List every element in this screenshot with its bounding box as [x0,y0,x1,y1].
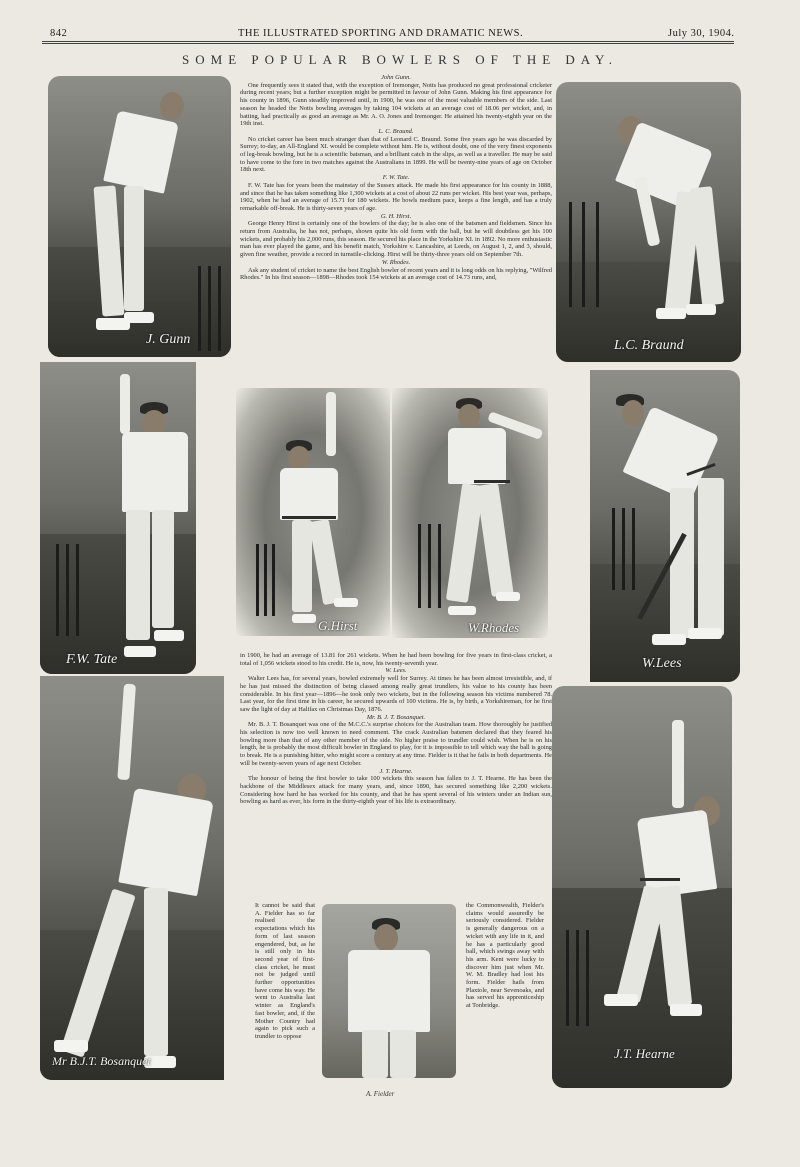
photo-bosanquet [40,676,224,1080]
text-lees: Walter Lees has, for several years, bowled extremely well for Surrey. At times he has been almost irresistible, and, if he has just missed the distinction of being classed among really great trundlers, his value to his county has been considerable. In his first year—1896—he took only two wickets, but in the following season his victims numbered 78. Last year, for the first time in his career, he secured upwards of 100 victims. He is, by birth, a Yorkshireman, for he first saw the light of day at Halifax on Christmas Day, 1876. [240,675,552,713]
text-fielder-left: It cannot be said that A. Fielder has so far realised the expectations which his form of last season engendered, but, as he is still only in his second year of first-class cricket, he must not be judged until further opportunities have come his way. He went to Australia last winter as England's fast bowler, and, if the Mother Country had again to pick such a trundler to oppose [255,902,315,1040]
text-rhodes-cont: in 1900, he had an average of 13.81 for 261 wickets. When he had been bowling for five years in first-class cricket, a total of 1,056 wickets stood to his credit. He is, now, his twenty-seventh year. [240,652,552,667]
article-top [240,74,552,282]
text-hearne: The honour of being the first bowler to take 100 wickets this season has fallen to J. T. Hearne. He has been the backbone of the Middlesex attack for many years, and, since 1890, has secured something like 2,200 wickets. Considering how hard he has worked for his county, and that he has spent several of his winters under an Indian sun, bowling as hard as ever, his form in the thirty-eighth year of his life is extraordinary. [240,775,552,806]
header-rule-2 [42,43,734,44]
caption-gunn: J. Gunn [146,332,191,347]
text-hirst: George Henry Hirst is certainly one of the bowlers of the day; he is also one of the batsmen and fieldsmen. Since his return from Australia, he has not, perhaps, shown quite his old form with the ball, but he will doubtless get his 100 wickets, and probably his 2,000 runs, this season. He secured his place in the Yorkshire XI. in 1892. No more enthusiastic man has ever played the game, and his benefit match, Yorkshire v. Lancashire, at Leeds, on August 1, 2, and 3, should, given fine weather, provide a record in turnstile-clicking. Hirst will be thirty-three years old on September 7th. [240,220,552,259]
heading-bosanquet: Mr. B. J. T. Bosanquet. [366,713,426,721]
caption-hirst: G.Hirst [318,618,358,633]
heading-rhodes: W. Rhodes. [381,258,411,266]
page-title: SOME POPULAR BOWLERS OF THE DAY. [182,52,618,67]
photo-braund [556,82,741,362]
text-tate: F. W. Tate has for years been the mainstay of the Sussex attack. He made his first appearance for his county in 1888, and since that he has taken something like 1,300 wickets at a cost of about 22 runs per wicket. His best year was, perhaps, 1902, when he had an average of 15.71 for 180 wickets. He bowls medium pace, keeps a fine length, and has a truly remarkable off-break. He is thirty-seven years of age. [240,181,552,212]
caption-rhodes: W.Rhodes [468,620,520,635]
caption-hearne: J.T. Hearne [614,1046,675,1061]
publication-title: THE ILLUSTRATED SPORTING AND DRAMATIC NEWS. [238,28,524,39]
photo-lees [590,370,740,682]
issue-date: July 30, 1904. [668,28,735,39]
header-rule [42,41,734,42]
photo-tate [40,362,196,674]
heading-hearne: J. T. Hearne. [379,767,413,775]
text-gunn: One frequently sees it stated that, with the exception of Iremonger, Notts has produced no great professional cricketer during recent years; but a further exception might be permitted in favour of John Gunn. Making his first appearance for his county in 1896, Gunn steadily improved until, in 1900, he was one of the most valuable members of the side. Last season he headed the Notts bowling averages by taking 104 wickets at an average cost of 18.06 per wicket, and, in batting, had practically as good an average as Mr. A. O. Jones and Iremonger. He attained his twenty-eighth year on the 19th inst. [240,81,552,128]
text-fielder-right: the Commonwealth, Fielder's claims would assuredly be seriously considered. Fielder is generally dangerous on a wicket with any life in it, and he has a particularly good ball, which swings away with his arm. Kent were lucky to discover him just when Mr. W. M. Bradley had lost his form. Fielder hails from Plaxtole, near Sevenoaks, and has served his apprenticeship at Tonbridge. [466,902,544,1010]
caption-fielder: A. Fielder [366,1090,395,1098]
caption-tate: F.W. Tate [66,652,118,667]
text-bosanquet: Mr. B. J. T. Bosanquet was one of the M.C.C.'s surprise choices for the Australian team. How thoroughly he justified his selection is now too well known to need comment. The crack Australian batsmen declared that they feared his bowling more than that of any other member of the side. No higher praise to trundler could wish. When he is on his length, he is probably the most difficult bowler in England to play, for it is impossible to tell which way the ball is going to break. He is a punishing hitter, who might score a century at any time. Fielder is it that he fails in both departments. He will be twenty-seven years of age next October. [240,721,552,767]
photo-hearne [552,686,732,1088]
heading-tate: F. W. Tate. [382,174,410,182]
text-braund: No cricket career has been much stranger than that of Leonard C. Braund. Some five years ago he was discarded by Surrey; to-day, an All-England XI. would be complete without him. He is, without doubt, one of the very finest exponents of leg-break bowling, but he is a scientific batsman, and a brilliant catch in the slips, as well as a traveller. He may be said to have come to the fore in two matches against the Australians in 1899. He will be twenty-nine years of age on October 18th next. [240,135,552,174]
photo-fielder [322,904,456,1078]
caption-bosanquet: Mr B.J.T. Bosanquet [52,1054,151,1068]
photo-rhodes [392,388,548,638]
heading-lees: W. Lees. [385,667,407,675]
article-middle [240,652,552,806]
heading-braund: L. C. Braund. [378,127,414,135]
photo-gunn [48,76,231,357]
text-rhodes: Ask any student of cricket to name the best English bowler of recent years and it is long odds on his replying, "Wilfred Rhodes." In his first season—1898—Rhodes took 154 wickets at an average cost of 14.73 runs, and, [240,266,552,282]
heading-gunn: John Gunn. [381,74,411,81]
page-number: 842 [50,28,68,39]
photo-hirst [236,388,390,636]
caption-braund: L.C. Braund [614,338,684,353]
heading-hirst: G. H. Hirst. [380,212,412,220]
caption-lees: W.Lees [642,656,682,671]
